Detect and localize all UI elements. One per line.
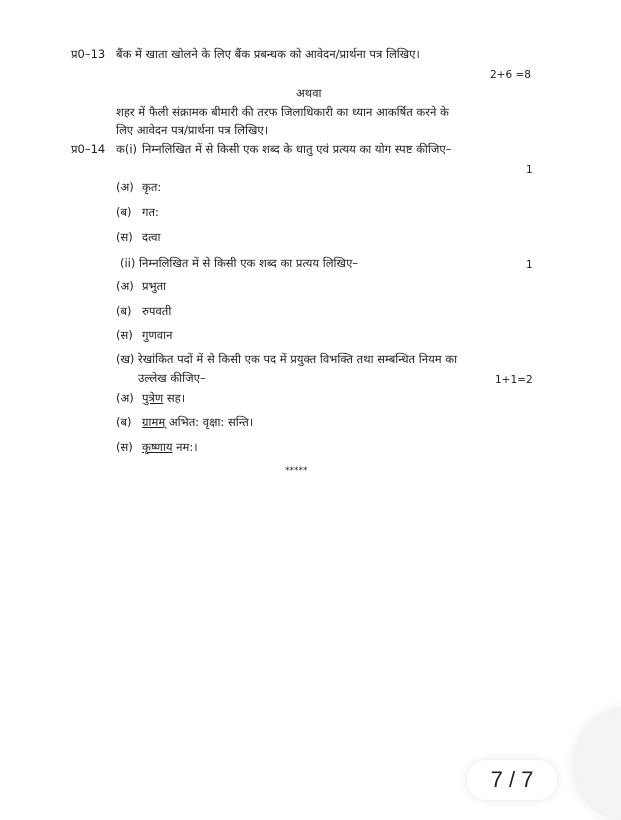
- option-text: कृत:: [142, 180, 162, 194]
- question-14-part-ii-text: (ii) निम्नलिखित में से किसी एक शब्द का प्रत्यय लिखिए–: [120, 256, 359, 270]
- underlined-word: ग्रामम्: [142, 415, 166, 429]
- question-14-part-i-text: निम्नलिखित में से किसी एक शब्द के धातु एवं प्रत्यय का योग स्पष्ट कीजिए–: [142, 142, 452, 156]
- question-14-part-kha-line-2: उल्लेख कीजिए–: [138, 371, 206, 385]
- option-text: रुपवती: [142, 304, 172, 318]
- option-label: (अ): [116, 391, 134, 405]
- question-14-part-i-marks: 1: [526, 164, 533, 176]
- question-14-number: प्र0–14: [71, 142, 106, 156]
- option-sentence: [142, 415, 253, 429]
- underlined-word: कृष्णाय: [142, 440, 173, 454]
- or-separator: अथवा: [296, 86, 322, 100]
- option-sentence: [142, 391, 185, 405]
- question-14-part-i-label: क(i): [116, 142, 138, 156]
- option-text: प्रभुता: [142, 279, 167, 293]
- option-text: गत:: [142, 205, 159, 219]
- option-label: (ब): [116, 304, 132, 318]
- question-13-alt-line-1: शहर में फैली संक्रामक बीमारी की तरफ जिलाधिकारी का ध्यान आकर्षित करने के: [116, 105, 449, 119]
- question-13-marks: 2+6 =8: [490, 69, 531, 81]
- question-13-text: बैंक में खाता खोलने के लिए बैंक प्रबन्धक को आवेदन/प्रार्थना पत्र लिखिए।: [116, 47, 420, 61]
- option-label: (स): [116, 328, 133, 342]
- question-13-number: प्र0–13: [71, 47, 106, 61]
- question-13-alt-line-2: लिए आवेदन पत्र/प्रार्थना पत्र लिखिए।: [116, 123, 269, 137]
- option-label: (ब): [116, 415, 132, 429]
- page-indicator: 7 / 7: [467, 760, 557, 800]
- sentence-rest: अभित: वृक्षा: सन्ति।: [165, 415, 254, 429]
- option-text: दत्वा: [142, 230, 161, 244]
- sentence-rest: नम:।: [172, 440, 198, 454]
- option-text: गुणवान: [142, 328, 173, 342]
- option-label: (अ): [116, 279, 134, 293]
- option-label: (स): [116, 440, 133, 454]
- question-14-part-kha-marks: 1+1=2: [495, 374, 533, 386]
- option-label: (स): [116, 230, 133, 244]
- end-of-paper-mark: *****: [285, 466, 308, 476]
- option-label: (अ): [116, 180, 134, 194]
- option-sentence: [142, 440, 198, 454]
- option-label: (ब): [116, 205, 132, 219]
- question-14-part-ii-marks: 1: [526, 259, 533, 271]
- underlined-word: पुत्रेण: [142, 391, 164, 405]
- question-14-part-kha-line-1: (ख) रेखांकित पदों में से किसी एक पद में प्रयुक्त विभक्ति तथा सम्बन्धित नियम का: [116, 352, 458, 366]
- sentence-rest: सह।: [163, 391, 186, 405]
